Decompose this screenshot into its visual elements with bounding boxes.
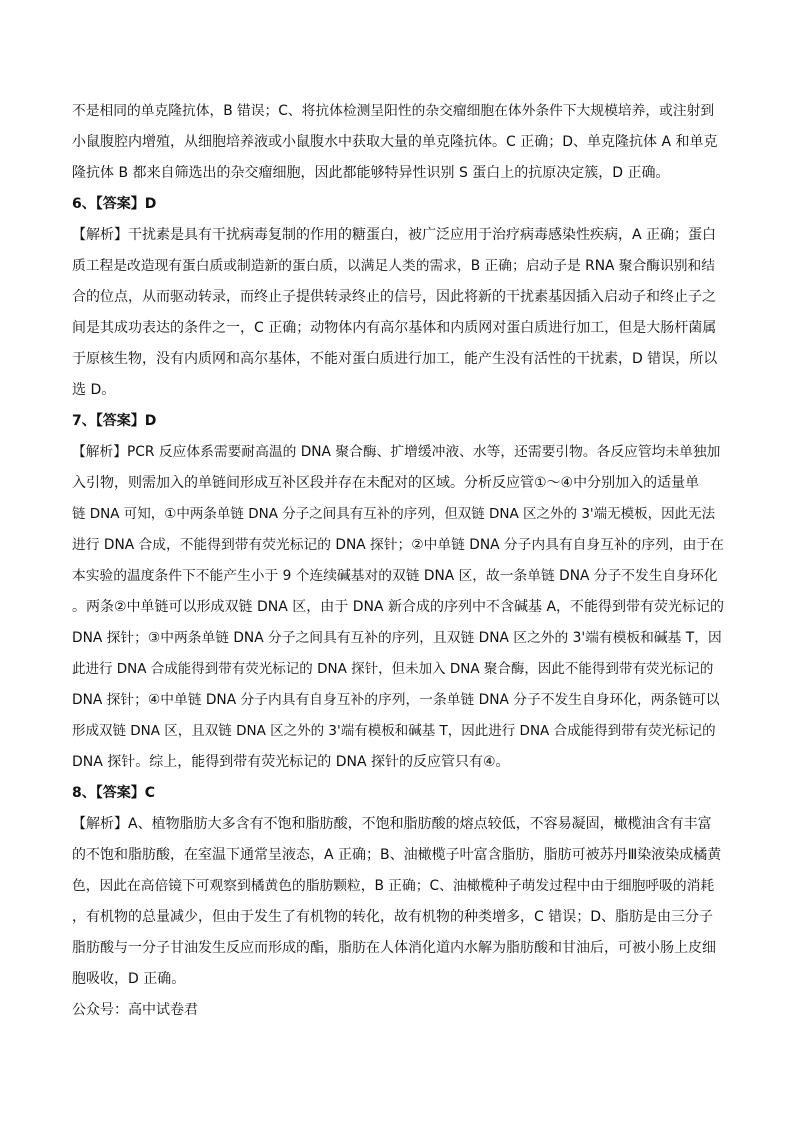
text-line: 质工程是改造现有蛋白质或制造新的蛋白质，以满足人类的需求，B 正确；启动子是 RNA 聚合酶识别和结 bbox=[72, 258, 716, 274]
text-line: 间是其成功表达的条件之一，C 正确；动物体内有高尔基体和内质网对蛋白质进行加工，但是大肠杆菌属 bbox=[72, 320, 717, 336]
footer-note: 公众号：高中试卷君 bbox=[72, 1002, 198, 1018]
text-line: 形成双链 DNA 区，且双链 DNA 区之外的 3'端有模板和碱基 T，因此进行 DNA 合成能得到带有荧光标记的 bbox=[72, 723, 716, 739]
text-line: 入引物，则需加入的单链间形成互补区段并存在未配对的区域。分析反应管①～④中分别加入的适量单 bbox=[72, 475, 700, 491]
text-line: 。两条②中单链可以形成双链 DNA 区，由于 DNA 新合成的序列中不含碱基 A，不能得到带有荧光标记的 bbox=[72, 599, 724, 615]
text-line: 链 DNA 可知，①中两条单链 DNA 分子之间具有互补的序列，但双链 DNA 区之外的 3'端无模板，因此无法 bbox=[72, 506, 716, 522]
text-line: DNA 探针；④中单链 DNA 分子内具有自身互补的序列，一条单链 DNA 分子不发生自身环化，两条链可以 bbox=[72, 692, 720, 708]
text-line: ，有机物的总量减少，但由于发生了有机物的转化，故有机物的种类增多，C 错误；D、脂肪是由三分子 bbox=[72, 909, 714, 925]
text-line: 此进行 DNA 合成能得到带有荧光标记的 DNA 探针，但未加入 DNA 聚合酶，因此不能得到带有荧光标记的 bbox=[72, 661, 714, 677]
answer-heading-8: 8、【答案】C bbox=[72, 785, 156, 801]
text-line: 色，因此在高倍镜下可观察到橘黄色的脂肪颗粒，B 正确；C、油橄榄种子萌发过程中由于细胞呼吸的消耗 bbox=[72, 878, 715, 894]
text-line: 【解析】PCR 反应体系需要耐高温的 DNA 聚合酶、扩增缓冲液、水等，还需要引物。各反应管均未单独加 bbox=[72, 444, 721, 460]
text-line: 进行 DNA 合成，不能得到带有荧光标记的 DNA 探针；②中单链 DNA 分子内具有自身互补的序列，由于在 bbox=[72, 537, 724, 553]
text-line: 隆抗体 B 都来自筛选出的杂交瘤细胞，因此都能够特异性识别 S 蛋白上的抗原决定簇，D 正确。 bbox=[72, 165, 670, 181]
text-line: 胞吸收，D 正确。 bbox=[72, 971, 186, 987]
answer-heading-7: 7、【答案】D bbox=[72, 413, 157, 429]
answer-heading-6: 6、【答案】D bbox=[72, 196, 157, 212]
text-line: 脂肪酸与一分子甘油发生反应而形成的酯，脂肪在人体消化道内水解为脂肪酸和甘油后，可被小肠上皮细 bbox=[72, 940, 716, 956]
text-line: 于原核生物，没有内质网和高尔基体，不能对蛋白质进行加工，能产生没有活性的干扰素，D 错误，所以 bbox=[72, 351, 718, 367]
text-line: DNA 探针；③中两条单链 DNA 分子之间具有互补的序列，且双链 DNA 区之外的 3'端有模板和碱基 T，因 bbox=[72, 630, 722, 646]
text-line: 选 D。 bbox=[72, 382, 116, 398]
text-line: DNA 探针。综上，能得到带有荧光标记的 DNA 探针的反应管只有④。 bbox=[72, 754, 510, 770]
text-line: 的不饱和脂肪酸，在室温下通常呈液态，A 正确；B、油橄榄子叶富含脂肪，脂肪可被苏丹Ⅲ染液染成橘黄 bbox=[72, 847, 722, 863]
text-line: 不是相同的单克隆抗体，B 错误；C、将抗体检测呈阳性的杂交瘤细胞在体外条件下大规模培养，或注射到 bbox=[72, 103, 715, 119]
text-line: 本实验的温度条件下不能产生小于 9 个连续碱基对的双链 DNA 区，故一条单链 DNA 分子不发生自身环化 bbox=[72, 568, 718, 584]
text-line: 【解析】A、植物脂肪大多含有不饱和脂肪酸，不饱和脂肪酸的熔点较低，不容易凝固，橄榄油含有丰富 bbox=[72, 816, 712, 832]
text-line: 合的位点，从而驱动转录，而终止子提供转录终止的信号，因此将新的干扰素基因插入启动子和终止子之 bbox=[72, 289, 716, 305]
text-line: 小鼠腹腔内增殖，从细胞培养液或小鼠腹水中获取大量的单克隆抗体。C 正确；D、单克隆抗体 A 和单克 bbox=[72, 134, 718, 150]
text-line: 【解析】干扰素是具有干扰病毒复制的作用的糖蛋白，被广泛应用于治疗病毒感染性疾病，A 正确；蛋白 bbox=[72, 227, 717, 243]
document-body bbox=[72, 96, 724, 1026]
